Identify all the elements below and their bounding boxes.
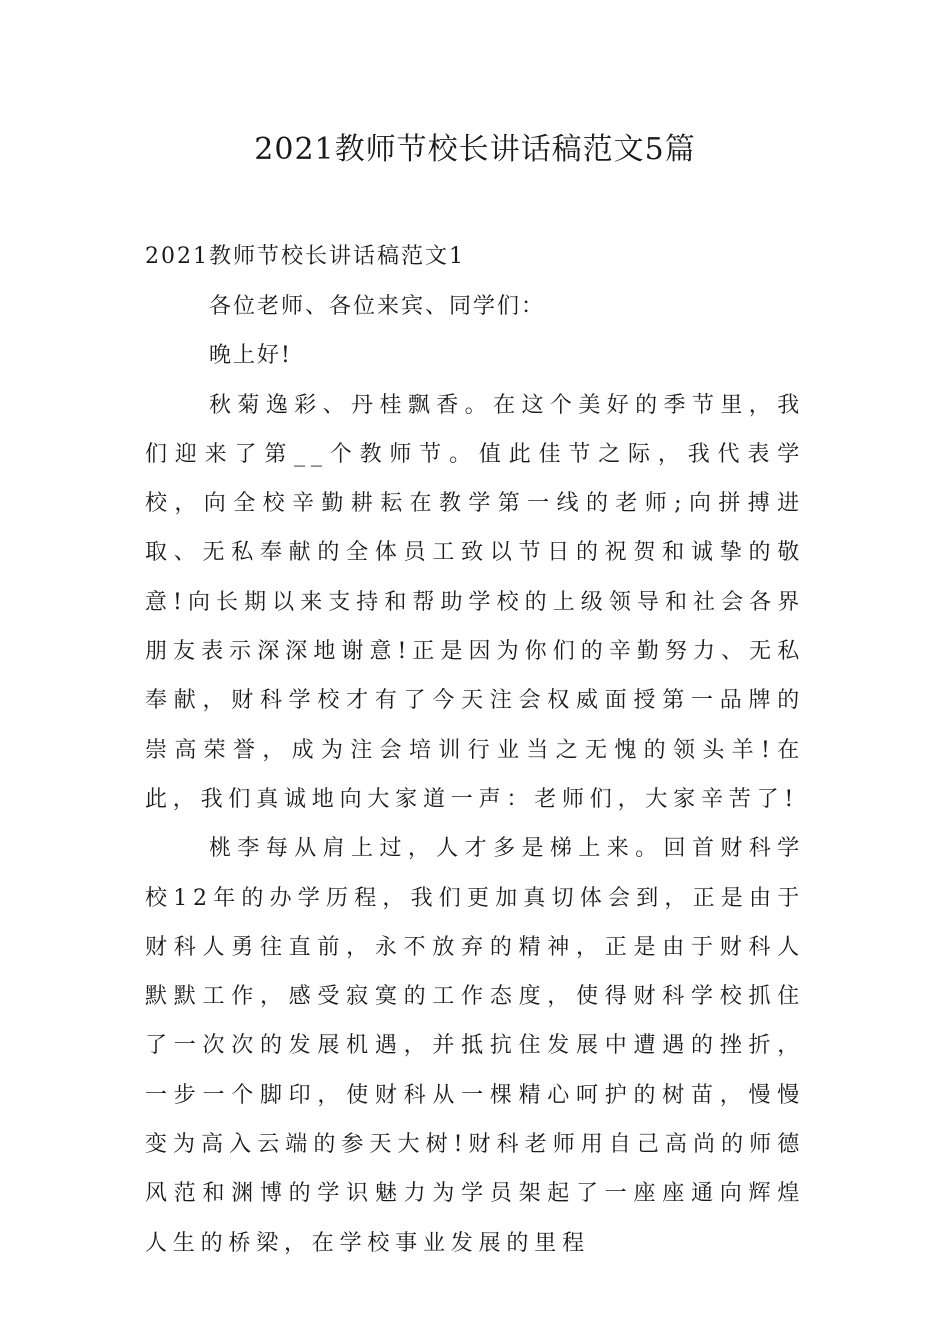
document-body [145, 232, 805, 1268]
body-paragraph: 秋菊逸彩、丹桂飘香。在这个美好的季节里，我们迎来了第__个教师节。值此佳节之际，我代表学校，向全校辛勤耕耘在教学第一线的老师;向拼搏进取、无私奉献的全体员工致以节日的祝贺和诚挚的敬意!向长期以来支持和帮助学校的上级领导和社会各界朋友表示深深地谢意!正是因为你们的辛勤努力、无私奉献，财科学校才有了今天注会权威面授第一品牌的崇高荣誉，成为注会培训行业当之无愧的领头羊!在此，我们真诚地向大家道一声：老师们，大家辛苦了! [145, 392, 805, 812]
body-paragraph: 桃李每从肩上过，人才多是梯上来。回首财科学校12年的办学历程，我们更加真切体会到，正是由于财科人勇往直前，永不放弃的精神，正是由于财科人默默工作，感受寂寞的工作态度，使得财科学校抓住了一次次的发展机遇，并抵抗住发展中遭遇的挫折，一步一个脚印，使财科从一棵精心呵护的树苗，慢慢变为高入云端的参天大树!财科老师用自己高尚的师德风范和渊博的学识魅力为学员架起了一座座通向辉煌人生的桥梁，在学校事业发展的里程 [145, 836, 805, 1256]
section-heading: 2021教师节校长讲话稿范文1 [145, 244, 465, 269]
salutation: 各位老师、各位来宾、同学们： [209, 294, 546, 319]
document-title: 2021教师节校长讲话稿范文5篇 [254, 132, 696, 167]
greeting: 晚上好! [209, 343, 292, 369]
